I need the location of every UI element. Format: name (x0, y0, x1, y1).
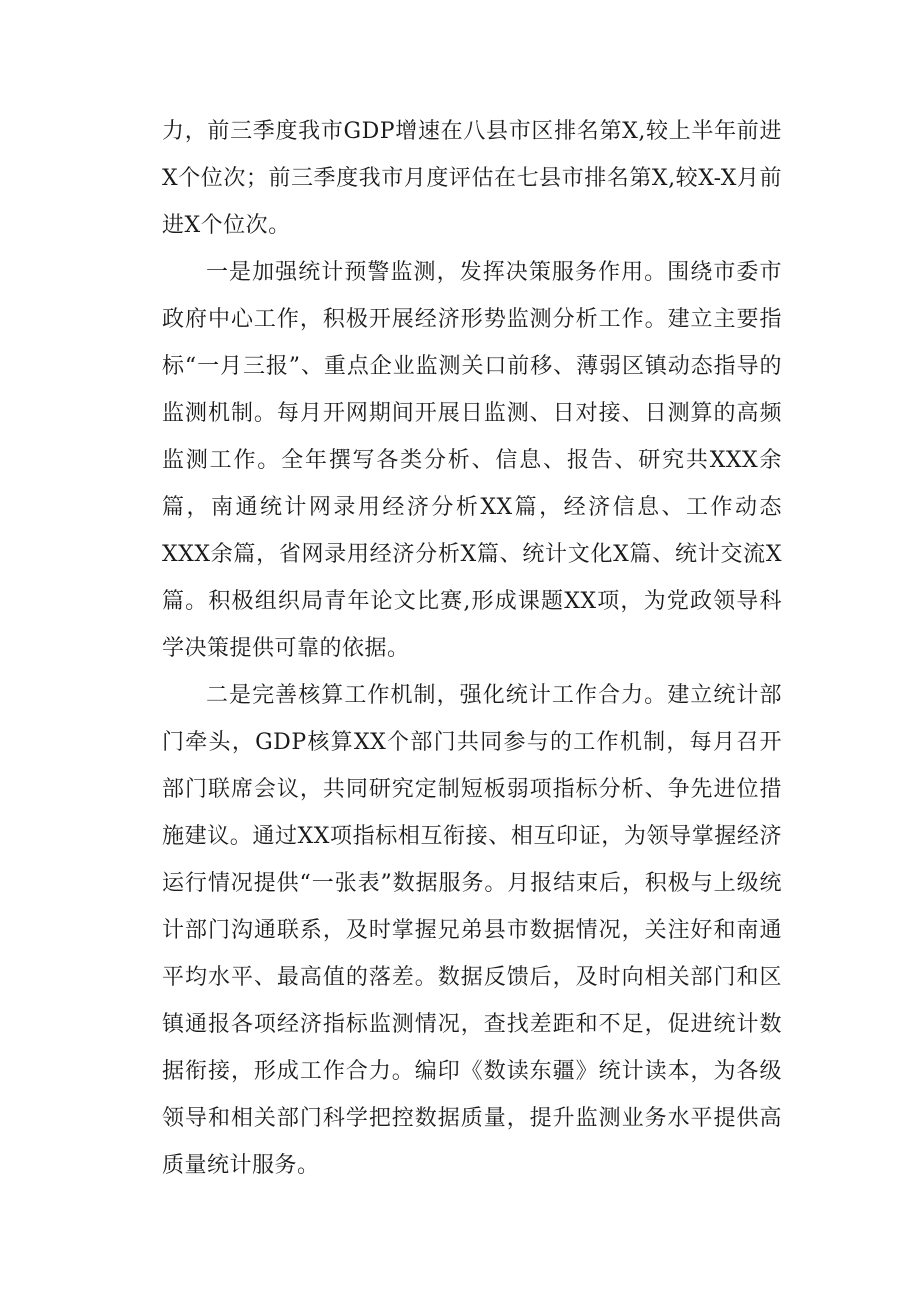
paragraph-continuation: 力，前三季度我市GDP增速在八县市区排名第X,较上半年前进X个位次；前三季度我市月度评估在七县市排名第X,较X-X月前进X个位次。 (162, 119, 782, 238)
document-body (162, 108, 782, 1189)
paragraph-accounting-mechanism: 二是完善核算工作机制，强化统计工作合力。建立统计部门牵头，GDP核算XX个部门共同参与的工作机制，每月召开部门联席会议，共同研究定制短板弱项指标分析、争先进位措施建议。通过XX项指标相互衔接、相互印证，为领导掌握经济运行情况提供“一张表”数据服务。月报结束后，积极与上级统计部门沟通联系，及时掌握兄弟县市数据情况，关注好和南通平均水平、最高值的落差。数据反馈后，及时向相关部门和区镇通报各项经济指标监测情况，查找差距和不足，促进统计数据衔接，形成工作合力。编印《数读东疆》统计读本，为各级领导和相关部门科学把控数据质量，提升监测业务水平提供高质量统计服务。 (162, 683, 782, 1178)
paragraph-statistical-monitoring: 一是加强统计预警监测，发挥决策服务作用。围绕市委市政府中心工作，积极开展经济形势监测分析工作。建立主要指标“一月三报”、重点企业监测关口前移、薄弱区镇动态指导的监测机制。每月开网期间开展日监测、日对接、日测算的高频监测工作。全年撰写各类分析、信息、报告、研究共XXX余篇，南通统计网录用经济分析XX篇，经济信息、工作动态XXX余篇，省网录用经济分析X篇、统计文化X篇、统计交流X篇。积极组织局青年论文比赛,形成课题XX项，为党政领导科学决策提供可靠的依据。 (162, 260, 782, 661)
